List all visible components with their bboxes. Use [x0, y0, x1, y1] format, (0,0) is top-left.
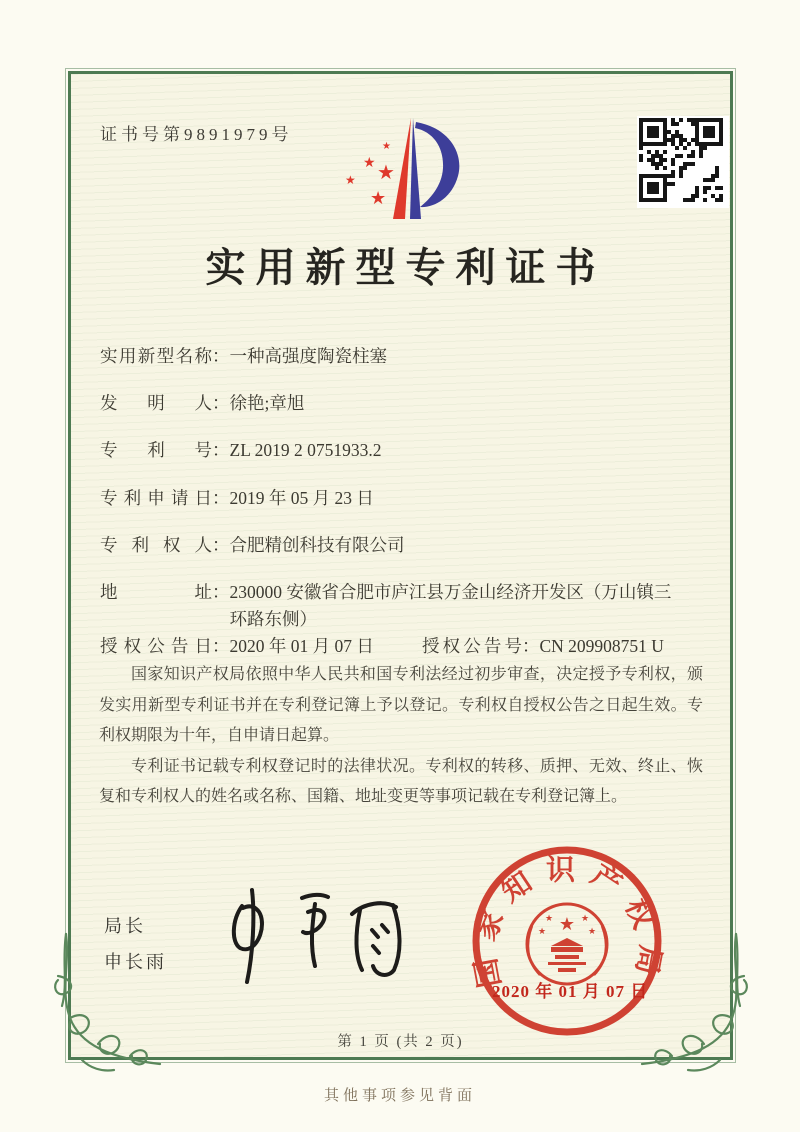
director-name: 申长雨 [104, 952, 167, 972]
field-row-grant [100, 633, 716, 660]
field-value: 2019 年 05 月 23 日 [229, 488, 374, 508]
colon: ： [212, 636, 230, 656]
field-value: CN 209908751 U [539, 636, 664, 656]
svg-text:★: ★ [537, 927, 547, 937]
certificate-title: 实用新型专利证书 [205, 245, 606, 290]
legal-paragraph-2: 专利证书记载专利权登记时的法律状况。专利权的转移、质押、无效、终止、恢复和专利权人的姓名或名称、国籍、地址变更等事项记载在专利登记簿上。 [99, 757, 703, 805]
cnipa-logo [336, 106, 468, 230]
star-icon: ★ [377, 160, 395, 184]
field-value: 徐艳;章旭 [229, 393, 305, 413]
star-icon: ★ [370, 188, 387, 209]
field-label: 专利号 [100, 440, 212, 460]
seal-text: 国家知识产权局 [468, 854, 666, 990]
svg-text:★: ★ [544, 914, 554, 924]
colon: ： [522, 636, 540, 656]
field-value: 230000 安徽省合肥市庐江县万金山经济开发区（万山镇三环路东侧） [229, 582, 672, 629]
field-label: 发明人 [100, 393, 212, 413]
director-signature [212, 884, 422, 990]
field-row-filing-date [100, 485, 716, 512]
field-row-patent-number [100, 437, 716, 464]
star-icon: ★ [345, 173, 356, 187]
back-side-note: 其他事项参见背面 [323, 1088, 476, 1104]
svg-text:★: ★ [587, 927, 597, 937]
seal-date: 2020 年 01 月 07 日 [492, 982, 649, 1001]
field-label: 实用新型名称 [100, 346, 212, 366]
svg-text:★: ★ [558, 914, 576, 935]
director-title: 局长 [104, 916, 146, 936]
field-label: 专利权人 [100, 535, 212, 555]
field-label: 地址 [100, 582, 212, 602]
field-value: 合肥精创科技有限公司 [229, 535, 405, 555]
legal-paragraph-1: 国家知识产权局依照中华人民共和国专利法经过初步审查，决定授予专利权，颁发实用新型专利证书并在专利登记簿上予以登记。专利权自授权公告之日起生效。专利权期限为十年，自申请日起算。 [99, 666, 703, 744]
grant-number-pair [422, 633, 664, 660]
field-label: 授权公告日 [100, 636, 212, 656]
svg-text:★: ★ [580, 914, 590, 924]
cnipa-red-seal [468, 842, 666, 1040]
field-value: ZL 2019 2 0751933.2 [229, 440, 382, 460]
colon: ： [212, 440, 230, 460]
national-emblem [527, 904, 607, 984]
field-row-patentee [100, 532, 716, 559]
colon: ： [212, 488, 230, 508]
colon: ： [212, 582, 230, 602]
colon: ： [212, 346, 230, 366]
colon: ： [212, 535, 230, 555]
star-icon: ★ [363, 155, 376, 171]
field-row-inventor [100, 390, 716, 417]
star-icon: ★ [382, 141, 391, 152]
legal-text-block [99, 660, 703, 813]
field-value: 2020 年 01 月 07 日 [229, 636, 374, 656]
field-label: 专利申请日 [100, 488, 212, 508]
cnipa-logo-p-shape [336, 106, 468, 230]
certificate-number: 证书号第9891979号 [100, 125, 293, 144]
field-value: 一种高强度陶瓷柱塞 [229, 346, 387, 366]
field-row-address [100, 579, 716, 633]
qr-code [637, 116, 729, 208]
field-row-name [100, 343, 716, 370]
colon: ： [212, 393, 230, 413]
corner-flourish-bottom-left [42, 932, 174, 1078]
page-number: 第 1 页 (共 2 页) [337, 1034, 464, 1050]
field-label: 授权公告号 [422, 636, 522, 656]
